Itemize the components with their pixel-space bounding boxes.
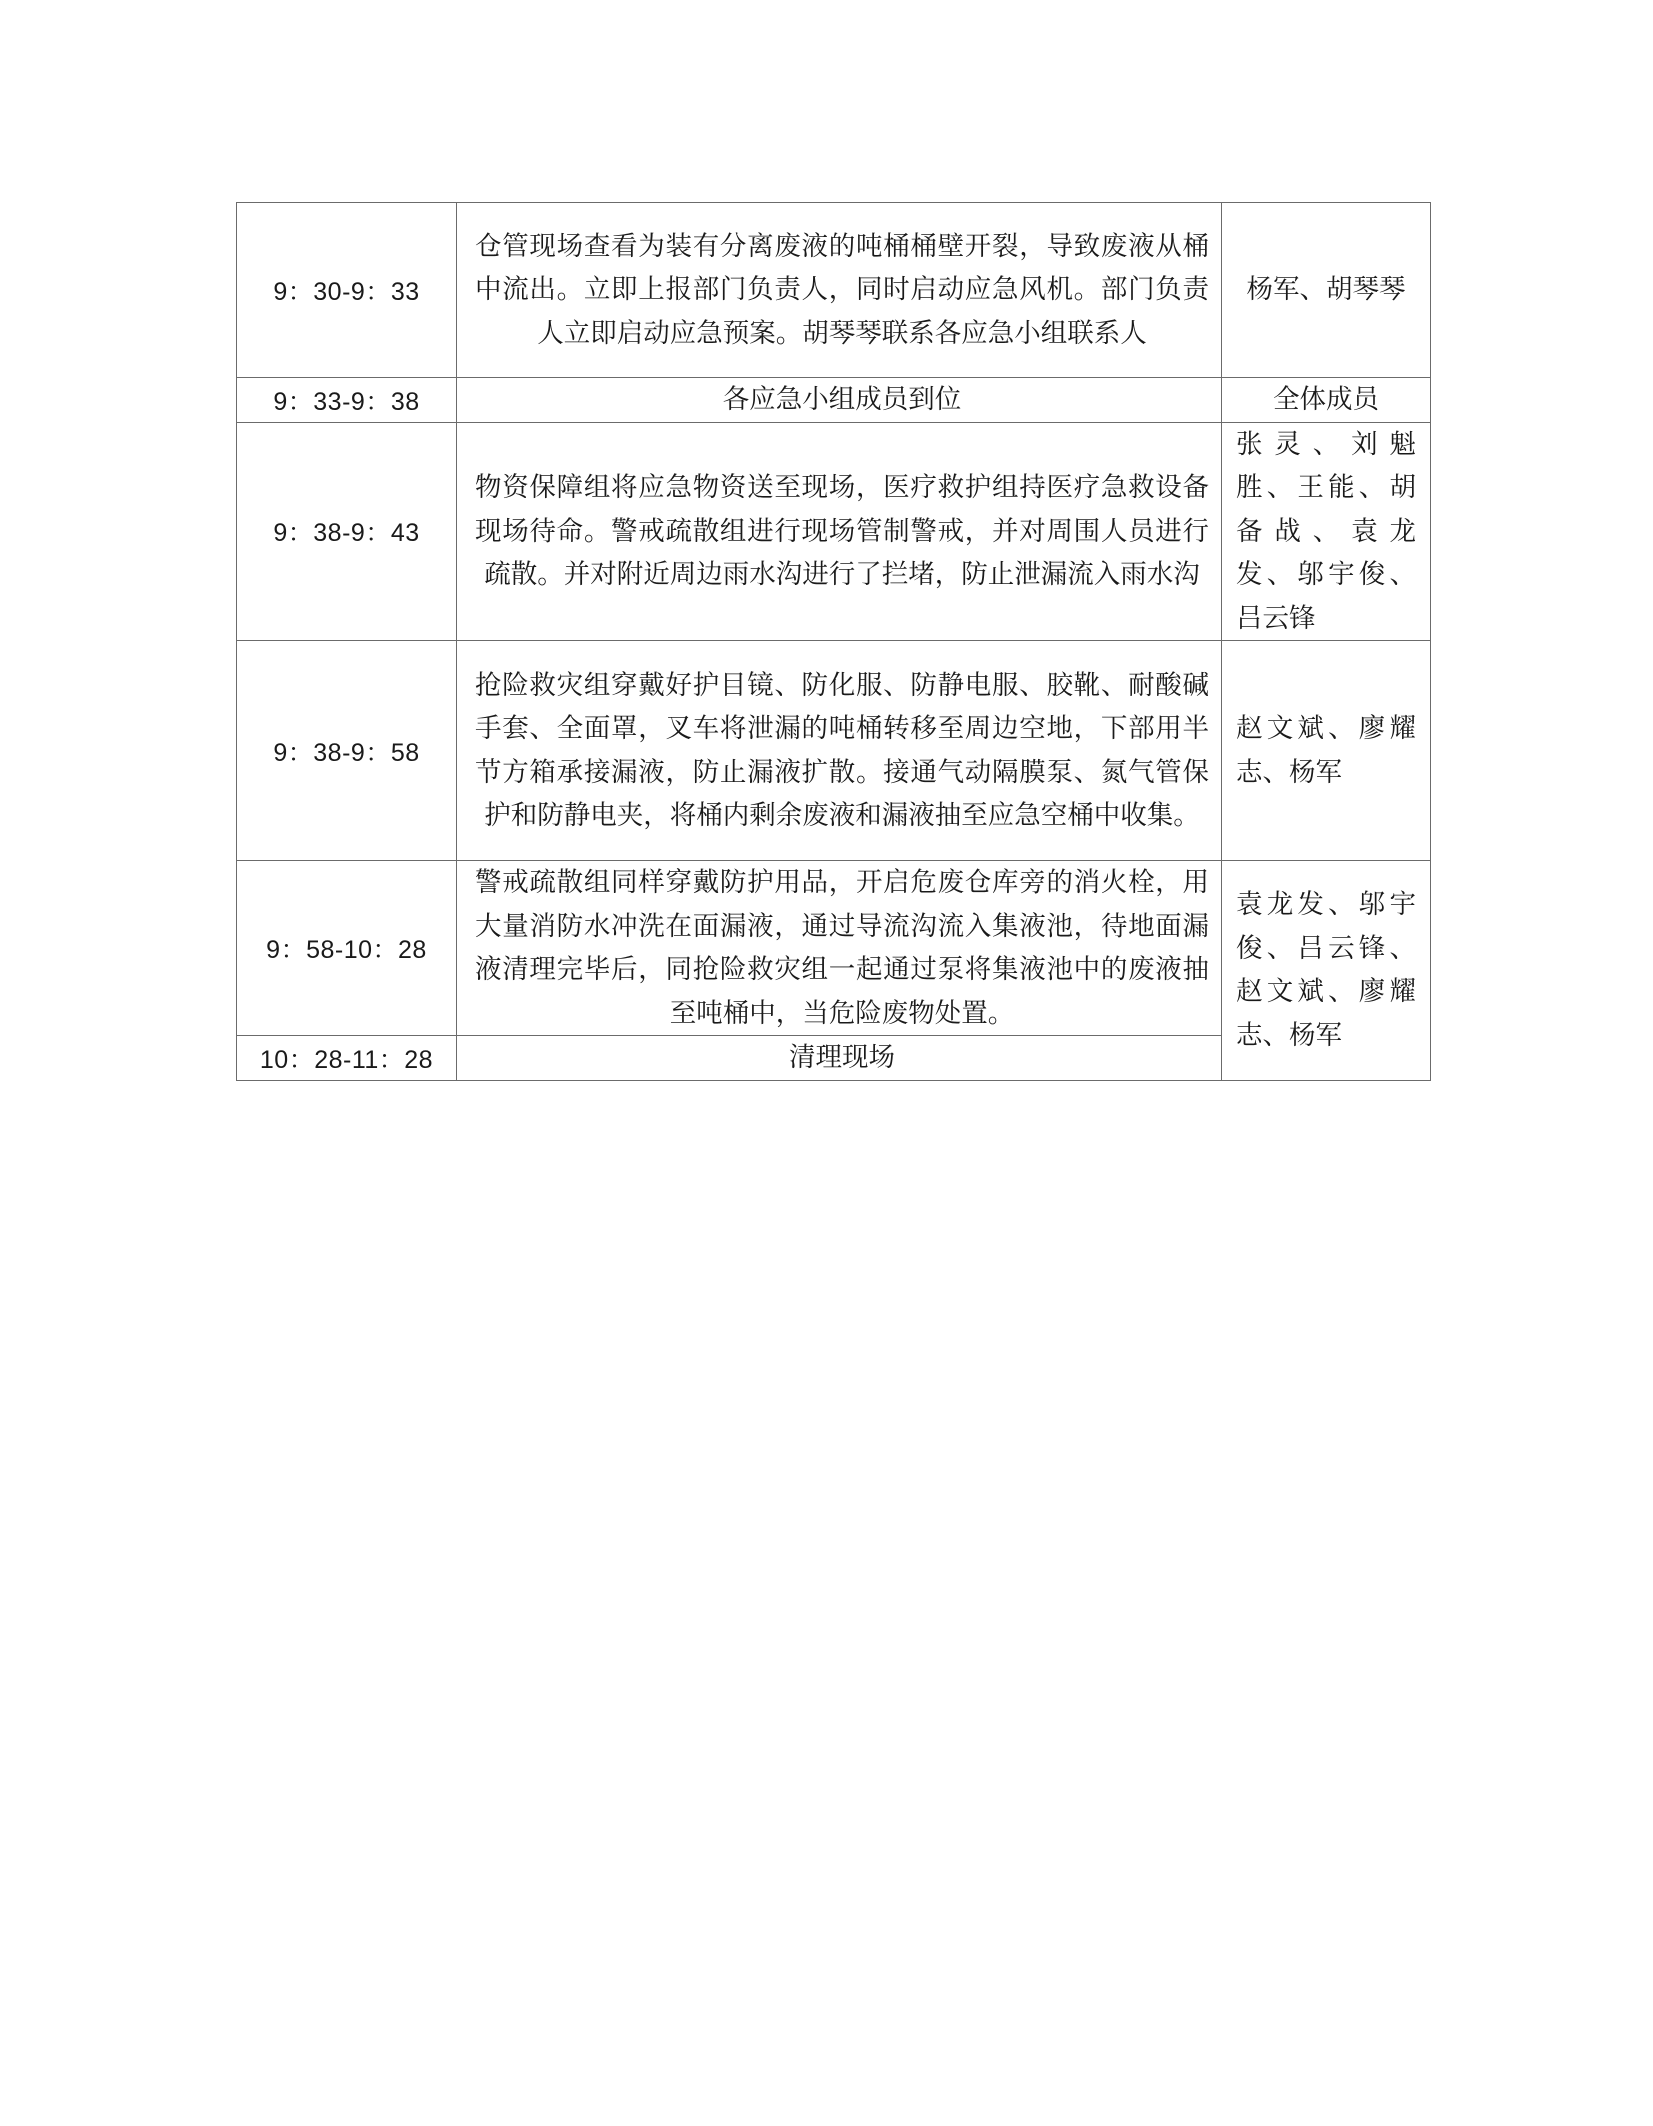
description-cell: 警戒疏散组同样穿戴防护用品，开启危废仓库旁的消火栓，用大量消防水冲洗在面漏液，通过导流沟流入集液池，待地面漏液清理完毕后，同抢险救灾组一起通过泵将集液池中的废液抽至吨桶中，当危险废物处置。: [457, 861, 1222, 1036]
time-cell: 9：38-9：58: [237, 641, 457, 861]
table-row: [237, 861, 1431, 1036]
table-row: [237, 641, 1431, 861]
table-row: [237, 378, 1431, 423]
time-cell: 9：58-10：28: [237, 861, 457, 1036]
time-cell: 9：38-9：43: [237, 422, 457, 641]
table-row: [237, 422, 1431, 641]
drill-schedule-table: [236, 202, 1431, 1081]
description-cell: 抢险救灾组穿戴好护目镜、防化服、防静电服、胶靴、耐酸碱手套、全面罩，叉车将泄漏的吨桶转移至周边空地，下部用半节方箱承接漏液，防止漏液扩散。接通气动隔膜泵、氮气管保护和防静电夹，将桶内剩余废液和漏液抽至应急空桶中收集。: [457, 641, 1222, 861]
personnel-cell: [1222, 422, 1431, 641]
time-cell: 9：33-9：38: [237, 378, 457, 423]
personnel-text: 全体成员: [1273, 384, 1379, 415]
personnel-cell: [1222, 203, 1431, 378]
personnel-text: 张灵、刘魁胜、王能、胡备战、袁龙发、邬宇俊、吕云锋: [1236, 428, 1416, 634]
description-cell: 仓管现场查看为装有分离废液的吨桶桶壁开裂，导致废液从桶中流出。立即上报部门负责人，同时启动应急风机。部门负责人立即启动应急预案。胡琴琴联系各应急小组联系人: [457, 203, 1222, 378]
personnel-cell: [1222, 641, 1431, 861]
time-cell: 10：28-11：28: [237, 1036, 457, 1081]
personnel-cell: [1222, 861, 1431, 1081]
description-cell: 各应急小组成员到位: [457, 378, 1222, 423]
table-row: [237, 203, 1431, 378]
personnel-text: 赵文斌、廖耀志、杨军: [1236, 713, 1416, 788]
description-cell: 清理现场: [457, 1036, 1222, 1081]
personnel-text: 袁龙发、邬宇俊、吕云锋、赵文斌、廖耀志、杨军: [1236, 889, 1416, 1051]
time-cell: 9：30-9：33: [237, 203, 457, 378]
description-cell: 物资保障组将应急物资送至现场，医疗救护组持医疗急救设备现场待命。警戒疏散组进行现场管制警戒，并对周围人员进行疏散。并对附近周边雨水沟进行了拦堵，防止泄漏流入雨水沟: [457, 422, 1222, 641]
personnel-cell: [1222, 378, 1431, 423]
personnel-text: 杨军、胡琴琴: [1246, 274, 1406, 306]
